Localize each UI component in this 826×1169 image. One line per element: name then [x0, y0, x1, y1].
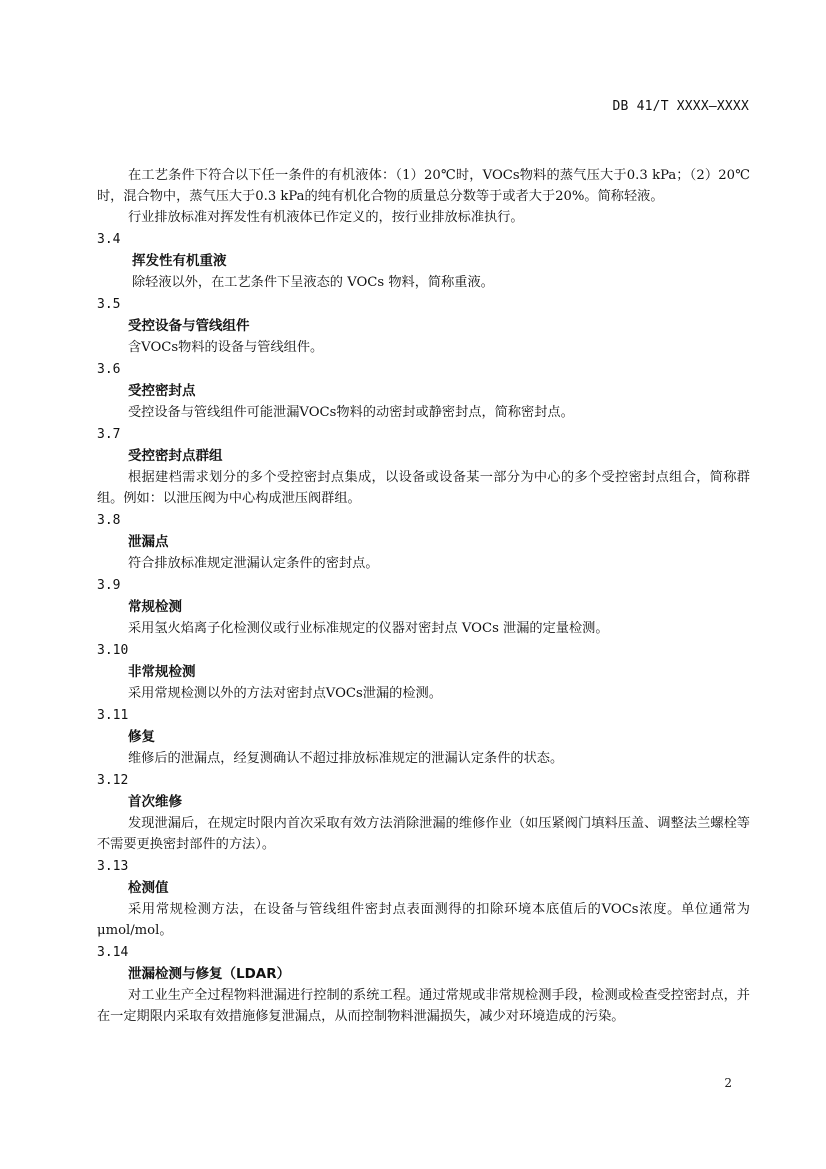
clause-definition: 维修后的泄漏点，经复测确认不超过排放标准规定的泄漏认定条件的状态。	[128, 751, 564, 766]
clause-term: 检测值	[128, 880, 169, 896]
clause-definition: 根据建档需求划分的多个受控密封点集成，以设备或设备某一部分为中心的多个受控密封点组合，简称群组。例如：以泄压阀为中心构成泄压阀群组。	[97, 470, 750, 506]
light-liquid-definition: 在工艺条件下符合以下任一条件的有机液体：（1）20℃时，VOCs物料的蒸气压大于0.3 kPa；（2）20℃时，混合物中，蒸气压大于0.3 kPa的纯有机化合物的质量总分数等于或者大于20%。简称轻液。	[97, 168, 750, 204]
clause-number: 3.12	[97, 773, 129, 788]
clause-definition: 含VOCs物料的设备与管线组件。	[128, 340, 324, 355]
clause-definition: 受控设备与管线组件可能泄漏VOCs物料的动密封或静密封点，简称密封点。	[128, 405, 574, 420]
clause-3-13	[97, 856, 750, 941]
standard-code-header: DB 41/T XXXX—XXXX	[612, 99, 749, 114]
clause-3-7	[97, 424, 750, 509]
page-number: 2	[724, 1076, 732, 1090]
clause-3-10	[97, 640, 750, 704]
clause-term: 常规检测	[128, 599, 182, 615]
clause-number: 3.8	[97, 513, 121, 528]
industry-standard-note: 行业排放标准对挥发性有机液体已作定义的，按行业排放标准执行。	[128, 210, 524, 225]
clause-number: 3.10	[97, 643, 129, 658]
clause-definition: 采用常规检测以外的方法对密封点VOCs泄漏的检测。	[128, 686, 442, 701]
clause-definition: 符合排放标准规定泄漏认定条件的密封点。	[128, 556, 379, 571]
clause-term: 受控密封点	[128, 383, 196, 399]
clause-3-8	[97, 510, 750, 574]
document-body	[97, 165, 750, 1027]
clause-3-14	[97, 942, 750, 1027]
clause-3-4	[97, 229, 750, 293]
clause-term: 受控密封点群组	[128, 448, 223, 464]
clause-definition: 除轻液以外，在工艺条件下呈液态的 VOCs 物料，简称重液。	[132, 275, 494, 290]
clause-number: 3.9	[97, 578, 121, 593]
clause-term: 首次维修	[128, 794, 182, 810]
clause-3-5	[97, 294, 750, 358]
clause-number: 3.7	[97, 427, 121, 442]
clause-term: 挥发性有机重液	[132, 253, 227, 269]
clause-definition: 对工业生产全过程物料泄漏进行控制的系统工程。通过常规或非常规检测手段，检测或检查受控密封点，并在一定期限内采取有效措施修复泄漏点，从而控制物料泄漏损失，减少对环境造成的污染。	[97, 988, 750, 1024]
clause-term: 泄漏点	[128, 534, 169, 550]
clause-3-11	[97, 705, 750, 769]
clause-3-12	[97, 770, 750, 855]
clause-3-9	[97, 575, 750, 639]
clause-number: 3.5	[97, 297, 121, 312]
clause-number: 3.4	[97, 232, 121, 247]
clause-definition: 发现泄漏后，在规定时限内首次采取有效方法消除泄漏的维修作业（如压紧阀门填料压盖、调整法兰螺栓等不需要更换密封部件的方法）。	[97, 816, 750, 852]
clause-definition: 采用常规检测方法，在设备与管线组件密封点表面测得的扣除环境本底值后的VOCs浓度。单位通常为μmol/mol。	[97, 902, 750, 938]
clause-term: 泄漏检测与修复（LDAR）	[128, 966, 291, 982]
clause-number: 3.13	[97, 859, 129, 874]
clause-term: 修复	[128, 729, 155, 745]
clause-number: 3.11	[97, 708, 129, 723]
clause-number: 3.6	[97, 362, 121, 377]
clause-number: 3.14	[97, 945, 129, 960]
clause-3-6	[97, 359, 750, 423]
clause-term: 受控设备与管线组件	[128, 318, 250, 334]
clause-term: 非常规检测	[128, 664, 196, 680]
clause-definition: 采用氢火焰离子化检测仪或行业标准规定的仪器对密封点 VOCs 泄漏的定量检测。	[128, 621, 609, 636]
